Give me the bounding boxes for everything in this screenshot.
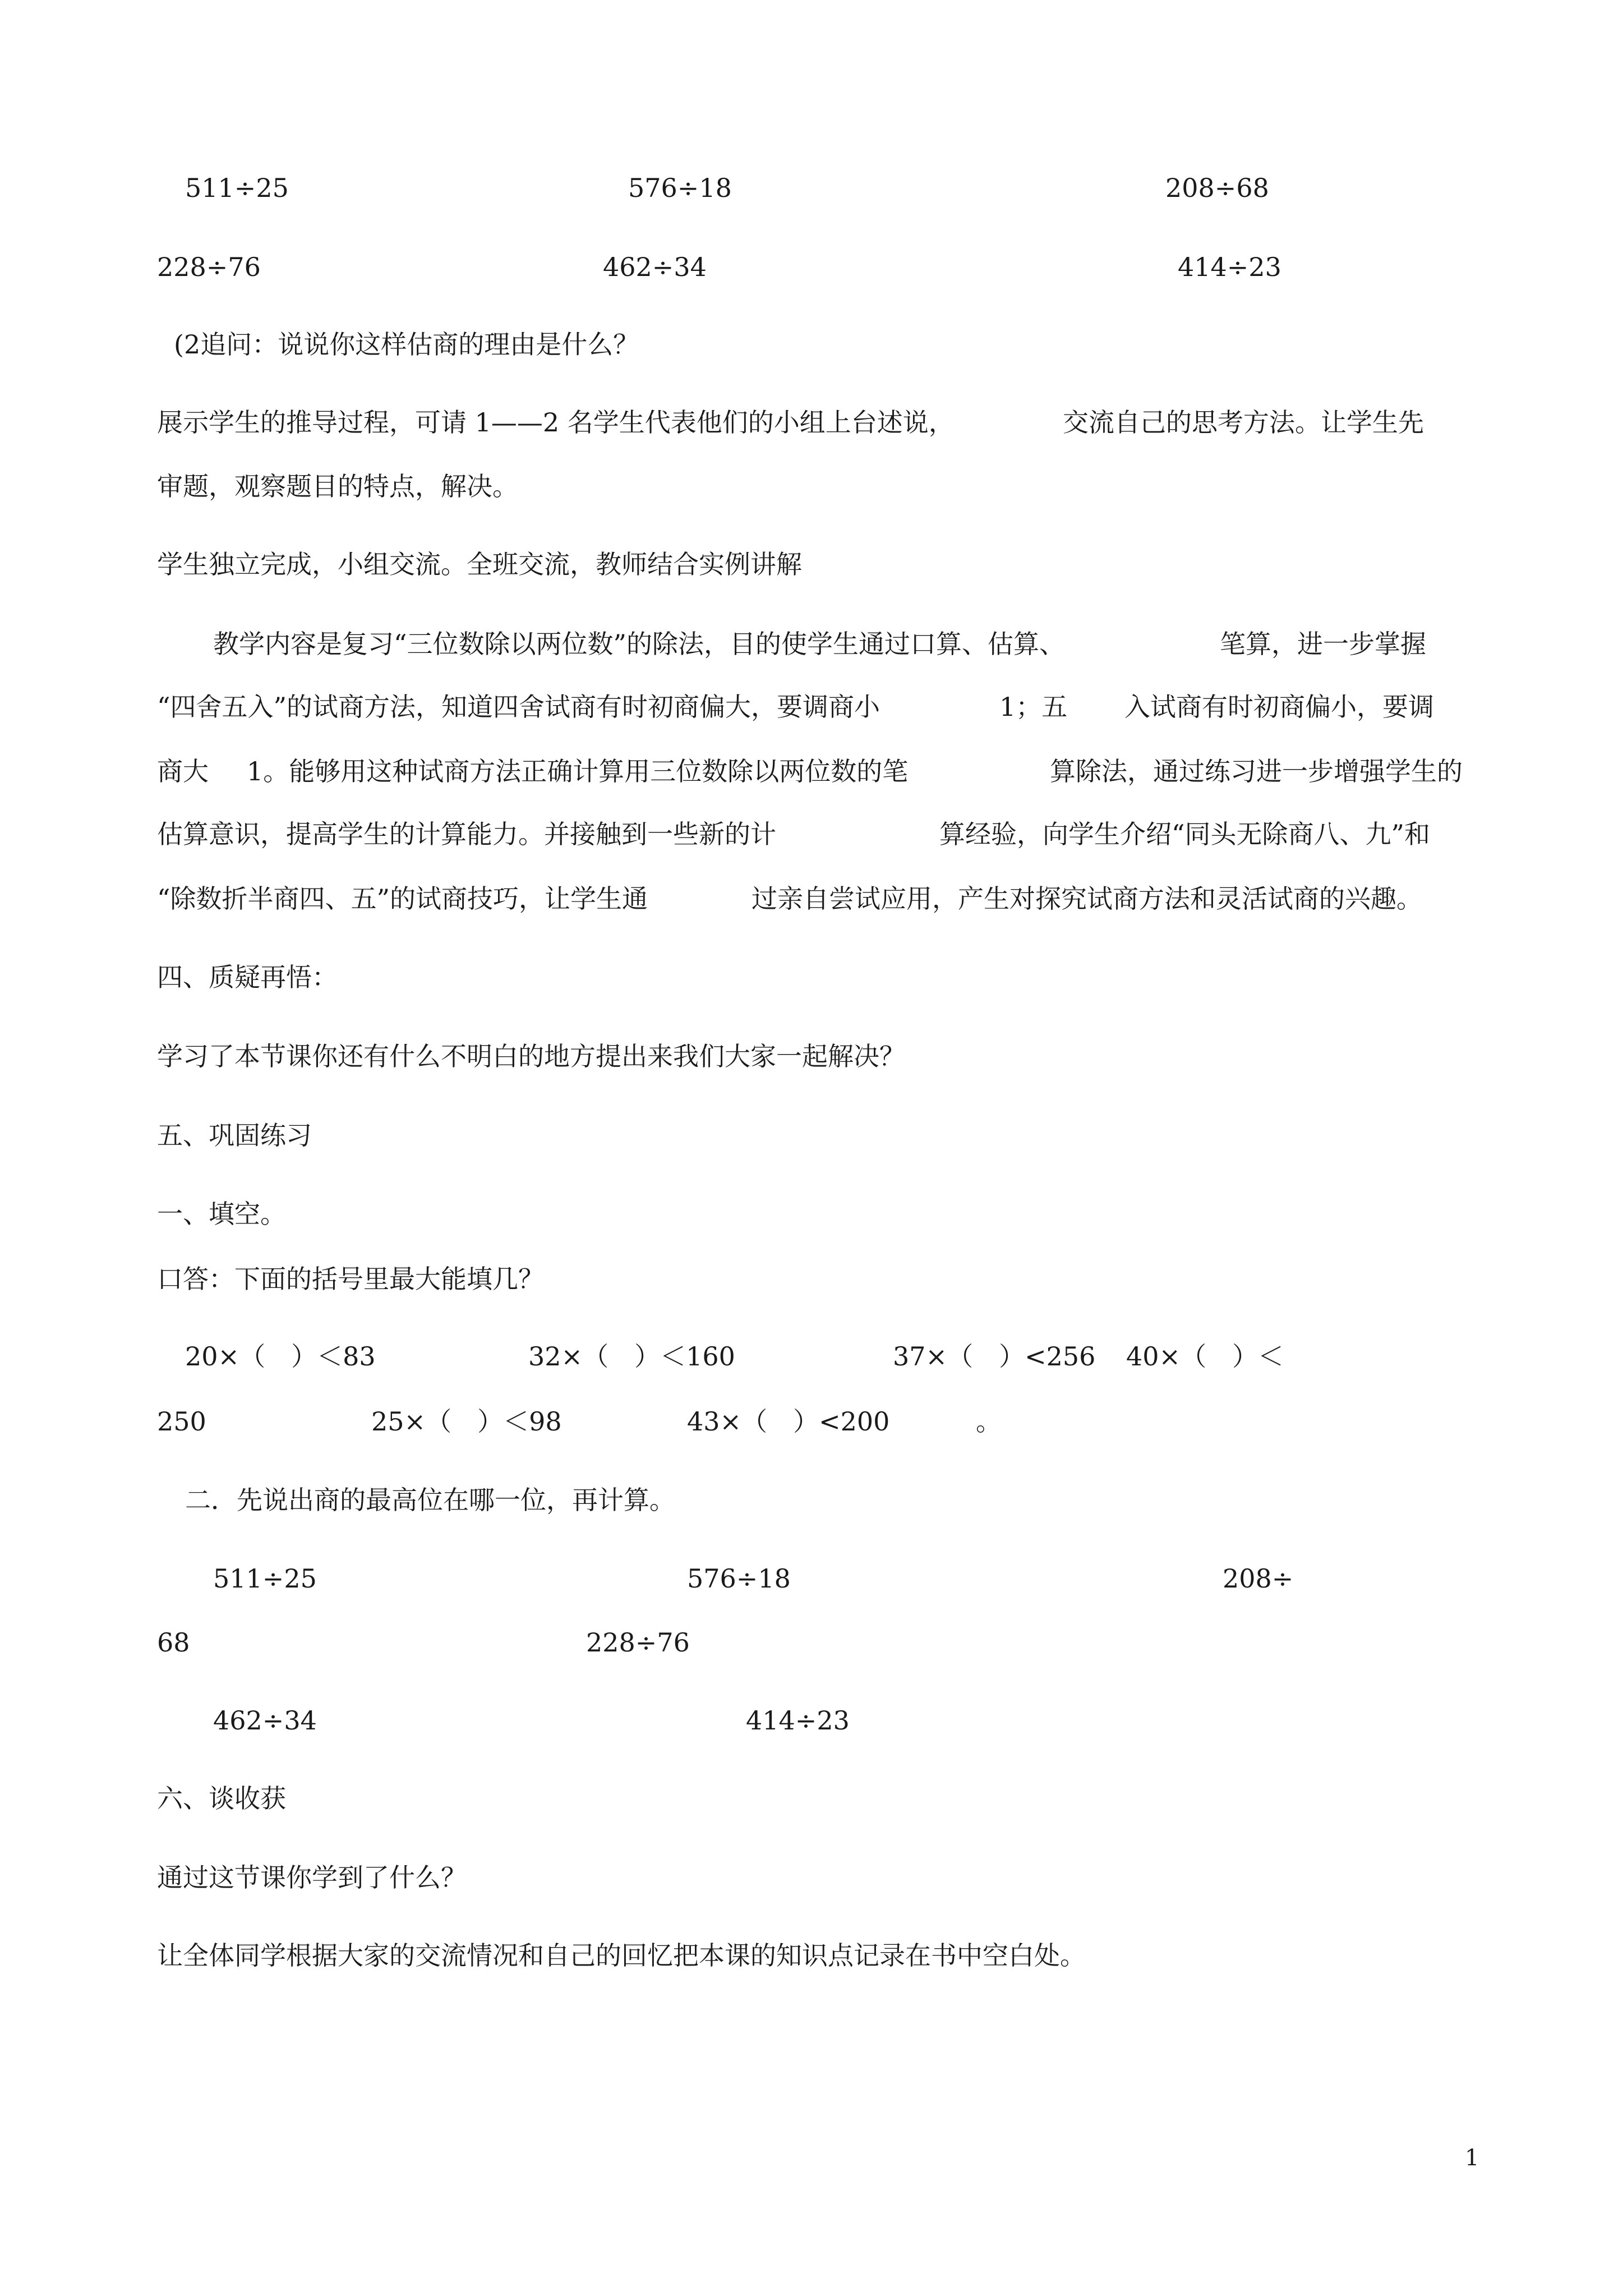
section-heading: 五、巩固练习 bbox=[157, 1120, 312, 1151]
fill-item: 43×（ ）<200 bbox=[687, 1406, 890, 1437]
paragraph-line: 入试商有时初商偏小，要调 bbox=[1124, 692, 1434, 722]
paragraph-line: 1。能够用这种试商方法正确计算用三位数除以两位数的笔 bbox=[247, 756, 909, 786]
subsection-heading: 二．先说出商的最高位在哪一位，再计算。 bbox=[185, 1485, 675, 1515]
subsection-heading: 一、填空。 bbox=[157, 1199, 286, 1229]
paragraph-line: “四舍五入”的试商方法，知道四舍试商有时初商偏大，要调商小 bbox=[157, 692, 880, 722]
paragraph-line: 算经验，向学生介绍“同头无除商八、九”和 bbox=[939, 819, 1431, 849]
division-item: 462÷34 bbox=[603, 252, 707, 282]
fill-item: 32×（ ）＜160 bbox=[528, 1341, 735, 1372]
calc-item: 228÷76 bbox=[586, 1627, 690, 1658]
calc-item: 68 bbox=[157, 1627, 190, 1658]
calc-item: 208÷ bbox=[1223, 1563, 1294, 1594]
show-process-line: 交流自己的思考方法。让学生先 bbox=[1063, 407, 1424, 438]
division-item: 414÷23 bbox=[1178, 252, 1281, 282]
fill-item: 40×（ ）＜ bbox=[1126, 1341, 1284, 1372]
fill-item: 20×（ ）＜83 bbox=[185, 1341, 376, 1372]
section-heading: 六、谈收获 bbox=[157, 1783, 286, 1814]
section-heading: 四、质疑再悟： bbox=[157, 962, 338, 992]
paragraph-line: “除数折半商四、五”的试商技巧，让学生通 bbox=[157, 884, 648, 914]
calc-item: 511÷25 bbox=[213, 1563, 317, 1594]
show-process-line: 展示学生的推导过程，可请 1——2 名学生代表他们的小组上台述说， bbox=[157, 407, 955, 438]
division-item: 511÷25 bbox=[185, 173, 289, 203]
paragraph-line: 商大 bbox=[157, 756, 209, 786]
oral-question: 口答：下面的括号里最大能填几？ bbox=[157, 1264, 544, 1294]
division-item: 228÷76 bbox=[157, 252, 261, 282]
section-text: 让全体同学根据大家的交流情况和自己的回忆把本课的知识点记录在书中空白处。 bbox=[157, 1940, 1086, 1971]
calc-item: 462÷34 bbox=[213, 1705, 317, 1736]
section-question: 通过这节课你学到了什么？ bbox=[157, 1862, 467, 1893]
paragraph-line: 算除法，通过练习进一步增强学生的 bbox=[1050, 756, 1463, 786]
division-item: 576÷18 bbox=[628, 173, 732, 203]
calc-item: 414÷23 bbox=[746, 1705, 850, 1736]
paragraph-line: 过亲自尝试应用，产生对探究试商方法和灵活试商的兴趣。 bbox=[751, 884, 1422, 914]
page-number: 1 bbox=[1465, 2145, 1479, 2171]
followup-question: (2追问：说说你这样估商的理由是什么？ bbox=[174, 329, 639, 360]
division-item: 208÷68 bbox=[1165, 173, 1269, 203]
fill-item: 25×（ ）＜98 bbox=[371, 1406, 562, 1437]
calc-item: 576÷18 bbox=[687, 1563, 791, 1594]
paragraph-line: 估算意识，提高学生的计算能力。并接触到一些新的计 bbox=[157, 819, 776, 849]
fill-item: 。 bbox=[976, 1406, 1002, 1437]
fill-item: 250 bbox=[157, 1406, 206, 1437]
paragraph-line: 1；五 bbox=[999, 692, 1068, 722]
fill-item: 37×（ ）<256 bbox=[893, 1341, 1096, 1372]
show-process-line: 审题，观察题目的特点，解决。 bbox=[157, 471, 518, 501]
paragraph-line: 笔算，进一步掌握 bbox=[1220, 629, 1426, 659]
independent-work-text: 学生独立完成，小组交流。全班交流，教师结合实例讲解 bbox=[157, 549, 802, 579]
section-text: 学习了本节课你还有什么不明白的地方提出来我们大家一起解决？ bbox=[157, 1041, 905, 1071]
paragraph-line: 教学内容是复习“三位数除以两位数”的除法，目的使学生通过口算、估算、 bbox=[213, 629, 1066, 659]
